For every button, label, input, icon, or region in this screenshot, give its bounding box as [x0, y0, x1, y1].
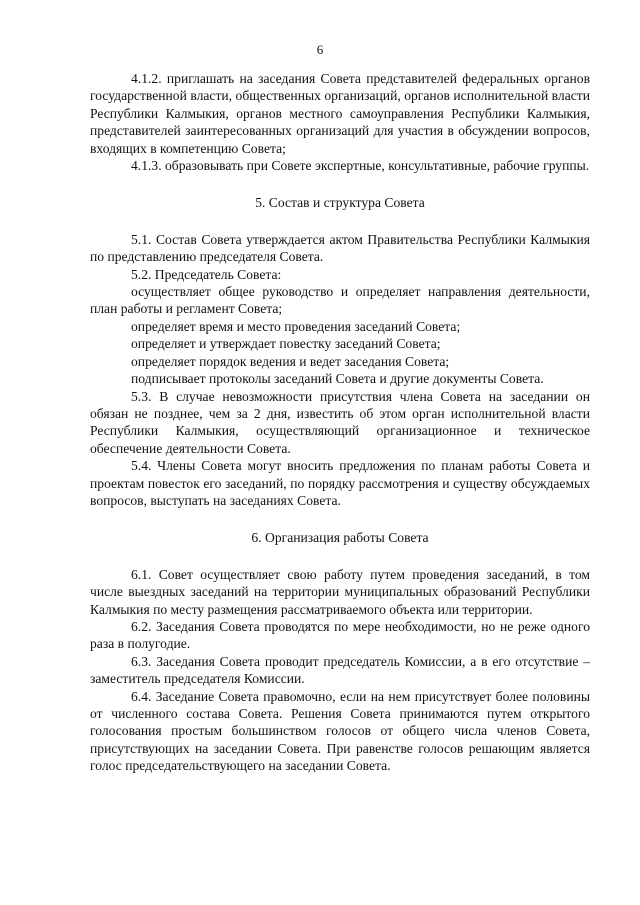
- clause-4-1-3: 4.1.3. образовывать при Совете экспертные, консультативные, рабочие группы.: [131, 158, 590, 174]
- section-heading-6: 6. Организация работы Совета: [251, 530, 429, 546]
- clause-4-1-2: 4.1.2. приглашать на заседания Совета представителей федеральных органов государственной власти, общественных организаций, органов исполнительной власти Республики Калмыкия, органов местного самоуправления Республики Калмыкия, представителей заинтересованных организаций для участия в обсуждении вопросов, входящих в компетенцию Совета;: [90, 71, 590, 156]
- document-body: [90, 70, 590, 775]
- section-heading-5: 5. Состав и структура Совета: [255, 195, 425, 211]
- clause-6-1: 6.1. Совет осуществляет свою работу путем проведения заседаний, в том числе выездных заседаний на территории муниципальных образований Республики Калмыкия по месту размещения рассматриваемого объекта или территории.: [90, 566, 590, 617]
- clause-6-3: 6.3. Заседания Совета проводит председатель Комиссии, а в его отсутствие – заместитель председателя Комиссии.: [90, 653, 590, 687]
- chair-duty-general: осуществляет общее руководство и определяет направления деятельности, план работы и регламент Совета;: [90, 284, 590, 317]
- clause-6-4: 6.4. Заседание Совета правомочно, если на нем присутствует более половины от численного состава Совета. Решения Совета принимаются путем открытого голосования простым большинством голосов от общего числа членов Совета, присутствующих на заседании Совета. При равенстве голосов решающим является голос председательствующего на заседании Совета.: [90, 688, 590, 774]
- clause-5-4: 5.4. Члены Совета могут вносить предложения по планам работы Совета и проектам повесток его заседаний, по порядку рассмотрения и существу обсуждаемых вопросов, выступать на заседаниях Совета.: [90, 458, 590, 508]
- clause-5-2: 5.2. Председатель Совета:: [131, 266, 282, 282]
- chair-duty-procedure: определяет порядок ведения и ведет заседания Совета;: [131, 353, 450, 369]
- chair-duty-time-place: определяет время и место проведения заседаний Совета;: [131, 318, 461, 334]
- clause-5-1: 5.1. Состав Совета утверждается актом Правительства Республики Калмыкия по представлению председателя Совета.: [90, 231, 590, 265]
- page-number: 6: [316, 42, 324, 57]
- clause-6-2: 6.2. Заседания Совета проводятся по мере необходимости, но не реже одного раза в полугодие.: [90, 618, 590, 652]
- clause-5-3: 5.3. В случае невозможности присутствия члена Совета на заседании он обязан не позднее, чем за 2 дня, известить об этом орган исполнительной власти Республики Калмыкия, осуществляющий организационное и техническое обеспечение деятельности Совета.: [90, 388, 590, 456]
- chair-duty-agenda: определяет и утверждает повестку заседаний Совета;: [131, 336, 441, 352]
- chair-duty-sign: подписывает протоколы заседаний Совета и другие документы Совета.: [131, 371, 544, 387]
